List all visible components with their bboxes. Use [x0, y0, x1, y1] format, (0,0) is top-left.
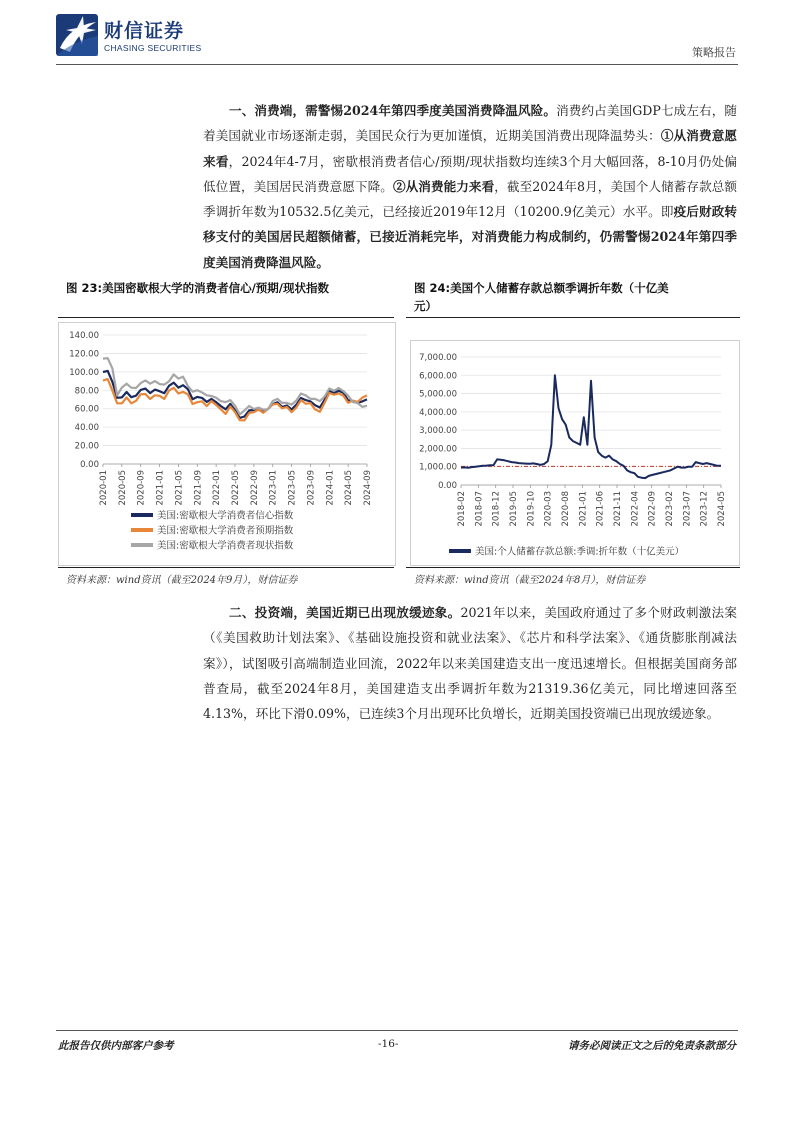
series-line-1 — [461, 375, 721, 478]
x-tick-label: 2022-09 — [249, 470, 260, 506]
x-tick-label: 2023-07 — [682, 491, 693, 527]
fig23-bottom-rule — [58, 567, 394, 568]
x-tick-label: 2023-02 — [665, 491, 675, 527]
y-tick-label: 0.00 — [438, 481, 457, 491]
x-tick-label: 2020-03 — [543, 491, 554, 527]
series-line-2 — [103, 379, 367, 420]
y-tick-label: 1,000.00 — [419, 462, 457, 473]
x-tick-label: 2023-09 — [306, 470, 317, 506]
fig24-caption — [414, 279, 740, 315]
para1-conclusion: 疫后财政转移支付的美国居民超额储蓄，已接近消耗完毕，对消费能力构成制约，仍需警惕2024年第四季度美国消费降温风险。 — [203, 204, 738, 270]
x-tick-label: 2020-09 — [136, 470, 147, 506]
logo-mark-icon — [56, 14, 98, 56]
para1-text-c: ，截至2024年8月，美国个人储蓄存款总额季调折年数为10532.5亿美元，已经接近2019年12月（10200.9亿美元）水平。即 — [203, 178, 738, 220]
x-tick-label: 2022-09 — [647, 491, 658, 527]
x-tick-label: 2018-07 — [474, 491, 485, 527]
x-tick-label: 2022-01 — [212, 470, 223, 506]
x-tick-label: 2018-02 — [457, 491, 467, 527]
fig23-chart-frame — [58, 322, 396, 566]
x-tick-label: 2021-01 — [578, 491, 589, 527]
fig24-chart-frame — [410, 340, 740, 566]
fig23-caption: 图 23:美国密歇根大学的消费者信心/预期/现状指数 — [66, 281, 330, 295]
x-tick-label: 2021-05 — [174, 470, 185, 506]
y-tick-label: 6,000.00 — [419, 371, 457, 382]
y-tick-label: 0.00 — [80, 460, 99, 470]
x-tick-label: 2021-06 — [595, 491, 606, 527]
document-type: 策略报告 — [692, 46, 736, 59]
x-tick-label: 2023-01 — [268, 470, 279, 506]
x-tick-label: 2024-05 — [717, 491, 727, 527]
header-divider — [56, 64, 738, 65]
x-tick-label: 2024-05 — [344, 470, 355, 506]
page-number: -16- — [378, 1038, 399, 1050]
y-tick-label: 3,000.00 — [419, 426, 457, 437]
y-tick-label: 4,000.00 — [419, 407, 457, 418]
footer-notice: 请务必阅读正文之后的免责条款部分 — [568, 1040, 736, 1052]
x-tick-label: 2018-12 — [491, 491, 502, 527]
y-tick-label: 140.00 — [69, 331, 99, 341]
x-tick-label: 2022-05 — [231, 470, 241, 506]
legend-label-2: 美国:密歇根大学消费者预期指数 — [157, 525, 294, 537]
y-tick-label: 7,000.00 — [419, 353, 457, 363]
para1-text-b: ，2024年4-7月，密歇根消费者信心/预期/现状指数均连续3个月大幅回落，8-10月仍处偏低位置，美国居民消费意愿下降。 — [203, 153, 738, 194]
legend-label-1: 美国:密歇根大学消费者信心指数 — [157, 510, 294, 522]
investment-paragraph — [203, 600, 737, 726]
x-tick-label: 2024-01 — [325, 470, 336, 506]
x-tick-label: 2023-05 — [287, 470, 298, 506]
x-tick-label: 2019-05 — [509, 491, 519, 527]
x-tick-label: 2019-10 — [526, 491, 537, 527]
para2-text: 2021年以来，美国政府通过了多个财政刺激法案（《美国救助计划法案》、《基础设施投资和就业法案》、《芯片和科学法案》、《通货膨胀削减法案》），试图吸引高端制造业回流，2022年以来美国建造支出一度迅速增长。但根据美国商务部普查局，截至2024年8月，美国建造支出季调折年数为21319.36亿美元，同比增速回落至4.13%，环比下滑0.09%，已连续3个月出现环比负增长，近期美国投资端已出现放缓迹象。 — [203, 605, 737, 722]
fig24-caption-line1: 图 24:美国个人储蓄存款总额季调折年数（十亿美 — [414, 281, 669, 295]
y-tick-label: 80.00 — [74, 386, 99, 397]
x-tick-label: 2024-09 — [363, 470, 373, 506]
y-tick-label: 100.00 — [69, 367, 99, 378]
fig24-caption-line2: 元） — [414, 299, 437, 313]
series-line-3 — [103, 358, 367, 414]
y-tick-label: 60.00 — [74, 404, 99, 415]
x-tick-label: 2021-01 — [155, 470, 166, 506]
legend-label-1: 美国:个人储蓄存款总额:季调:折年数（十亿美元） — [475, 546, 685, 558]
personal-savings-chart — [411, 341, 739, 565]
para2-heading: 二、投资端，美国近期已出现放缓迹象。 — [229, 605, 461, 620]
y-tick-label: 40.00 — [74, 423, 99, 434]
logo-chinese-name: 财信证券 — [104, 20, 185, 42]
y-tick-label: 120.00 — [69, 349, 99, 360]
x-tick-label: 2020-01 — [99, 470, 109, 506]
para1-heading: 一、消费端，需警惕2024年第四季度美国消费降温风险。 — [229, 103, 557, 118]
legend-label-3: 美国:密歇根大学消费者现状指数 — [157, 540, 294, 552]
y-tick-label: 20.00 — [74, 441, 99, 452]
x-tick-label: 2023-12 — [699, 491, 710, 527]
fig24-source: 资料来源：wind资讯（截至2024年8月），财信证券 — [414, 575, 646, 586]
x-tick-label: 2021-11 — [613, 491, 623, 527]
fig24-caption-rule — [406, 317, 740, 318]
x-tick-label: 2022-04 — [630, 491, 641, 527]
y-tick-label: 5,000.00 — [419, 389, 457, 400]
footer-disclaimer: 此报告仅供内部客户参考 — [58, 1040, 174, 1052]
fig23-source: 资料来源：wind资讯（截至2024年9月），财信证券 — [66, 575, 298, 586]
para1-text-a: 消费约占美国GDP七成左右，随着美国就业市场逐渐走弱，美国民众行为更加谨慎，近期美国消费出现降温势头： — [203, 103, 737, 144]
consumption-paragraph — [203, 98, 737, 275]
x-tick-label: 2021-09 — [193, 470, 204, 506]
fig24-bottom-rule — [406, 567, 740, 568]
x-tick-label: 2020-05 — [117, 470, 128, 506]
fig23-caption-rule — [58, 317, 394, 318]
logo-english-name: CHASING SECURITIES — [104, 43, 202, 53]
para1-point-2: ②从消费能力来看 — [392, 178, 495, 194]
y-tick-label: 2,000.00 — [419, 444, 457, 455]
para1-point-1: ①从消费意愿来看 — [203, 128, 738, 169]
footer-divider — [56, 1030, 738, 1031]
x-tick-label: 2020-08 — [561, 491, 571, 527]
consumer-sentiment-chart — [59, 323, 395, 565]
